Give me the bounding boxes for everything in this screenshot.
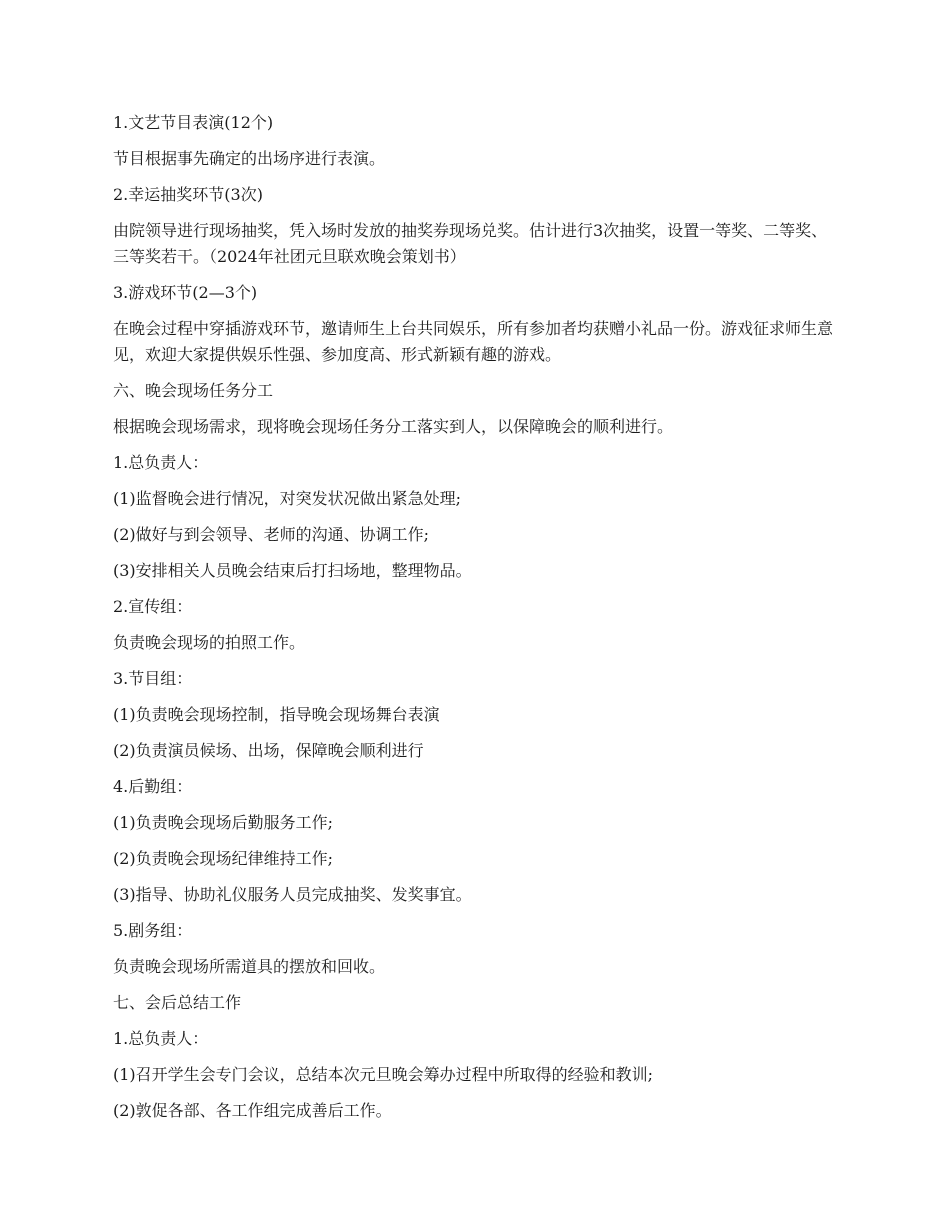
paragraph-text: 根据晚会现场需求，现将晚会现场任务分工落实到人，以保障晚会的顺利进行。 bbox=[113, 417, 674, 436]
subheading-chief: 1.总负责人： bbox=[113, 1029, 209, 1048]
list-item: (2)负责晚会现场纪律维持工作; bbox=[113, 849, 334, 868]
section-heading-summary: 七、会后总结工作 bbox=[113, 993, 242, 1012]
subheading-program: 3.节目组： bbox=[113, 669, 193, 688]
list-item: (2)负责演员候场、出场，保障晚会顺利进行 bbox=[113, 741, 424, 760]
item-games: 3.游戏环节(2—3个) bbox=[113, 283, 258, 302]
list-item: (2)做好与到会领导、老师的沟通、协调工作; bbox=[113, 525, 430, 544]
list-item: (1)负责晚会现场控制，指导晚会现场舞台表演 bbox=[113, 705, 440, 724]
list-item: (1)召开学生会专门会议，总结本次元旦晚会筹办过程中所取得的经验和教训; bbox=[113, 1065, 654, 1084]
paragraph-text: 负责晚会现场所需道具的摆放和回收。 bbox=[113, 957, 386, 976]
list-item: (3)指导、协助礼仪服务人员完成抽奖、发奖事宜。 bbox=[113, 885, 472, 904]
subheading-stage-affairs: 5.剧务组： bbox=[113, 921, 193, 940]
document-body bbox=[113, 110, 840, 1134]
paragraph-text: 由院领导进行现场抽奖，凭入场时发放的抽奖券现场兑奖。估计进行3次抽奖，设置一等奖、二等奖、三等奖若干。（2024年社团元旦联欢晚会策划书） bbox=[113, 221, 828, 266]
subheading-publicity: 2.宣传组： bbox=[113, 597, 193, 616]
list-item: (1)监督晚会进行情况，对突发状况做出紧急处理; bbox=[113, 489, 462, 508]
paragraph-text: 节目根据事先确定的出场序进行表演。 bbox=[113, 149, 386, 168]
list-item: (2)敦促各部、各工作组完成善后工作。 bbox=[113, 1101, 392, 1120]
paragraph-text: 在晚会过程中穿插游戏环节，邀请师生上台共同娱乐，所有参加者均获赠小礼品一份。游戏征求师生意见，欢迎大家提供娱乐性强、参加度高、形式新颖有趣的游戏。 bbox=[113, 319, 834, 364]
list-item: (1)负责晚会现场后勤服务工作; bbox=[113, 813, 334, 832]
item-lucky-draw: 2.幸运抽奖环节(3次) bbox=[113, 185, 263, 204]
subheading-chief: 1.总负责人： bbox=[113, 453, 209, 472]
subheading-logistics: 4.后勤组： bbox=[113, 777, 193, 796]
list-item: (3)安排相关人员晚会结束后打扫场地，整理物品。 bbox=[113, 561, 472, 580]
item-literary-performance: 1.文艺节目表演(12个) bbox=[113, 113, 274, 132]
section-heading-task-division: 六、晚会现场任务分工 bbox=[113, 381, 274, 400]
paragraph-text: 负责晚会现场的拍照工作。 bbox=[113, 633, 306, 652]
